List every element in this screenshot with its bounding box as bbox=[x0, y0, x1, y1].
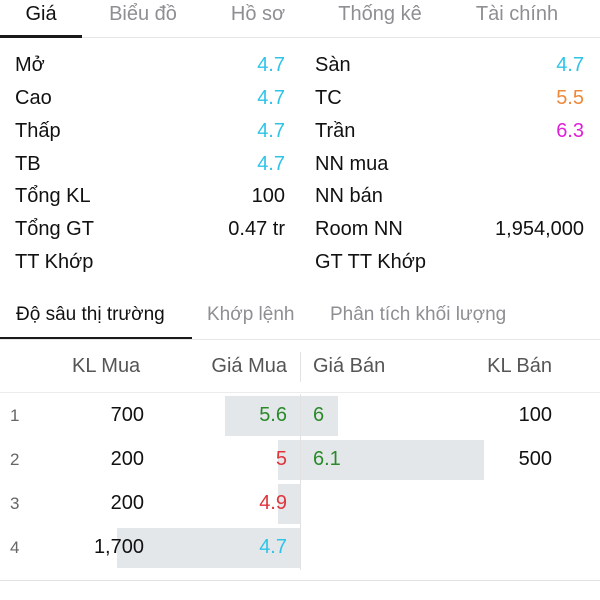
orderbook-row[interactable] bbox=[0, 482, 600, 526]
info-row-gt-tt-khop bbox=[300, 251, 600, 279]
info-value: 5.5 bbox=[556, 87, 584, 109]
info-row-mo bbox=[0, 54, 300, 82]
info-value: 4.7 bbox=[257, 54, 285, 76]
info-label: TC bbox=[315, 87, 342, 109]
orderbook-row[interactable] bbox=[0, 438, 600, 482]
header-kl-mua: KL Mua bbox=[72, 355, 141, 377]
ask-price[interactable]: 6.1 bbox=[313, 448, 341, 470]
info-label: Room NN bbox=[315, 218, 403, 240]
info-row-tc bbox=[300, 87, 600, 115]
info-row-san bbox=[300, 54, 600, 82]
tab-do-sau-thi-truong[interactable]: Độ sâu thị trường bbox=[16, 304, 165, 325]
info-label: TB bbox=[15, 153, 41, 175]
info-row-tt-khop bbox=[0, 251, 300, 279]
info-label: Tổng KL bbox=[15, 185, 91, 207]
info-row-nn-ban bbox=[300, 185, 600, 213]
info-value: 4.7 bbox=[556, 54, 584, 76]
info-label: Cao bbox=[15, 87, 52, 109]
info-value: 4.7 bbox=[257, 153, 285, 175]
info-value: 4.7 bbox=[257, 87, 285, 109]
info-label: Trần bbox=[315, 120, 356, 142]
active-tab-indicator bbox=[0, 35, 82, 38]
header-kl-ban: KL Bán bbox=[487, 355, 552, 377]
bid-volume: 700 bbox=[110, 404, 144, 426]
row-index: 2 bbox=[10, 450, 20, 469]
tab-ho-so[interactable]: Hồ sơ bbox=[230, 3, 286, 25]
info-row-tb bbox=[0, 153, 300, 181]
info-label: Sàn bbox=[315, 54, 351, 76]
info-label: Mở bbox=[15, 54, 45, 76]
info-row-tran bbox=[300, 120, 600, 148]
ask-price[interactable]: 6 bbox=[313, 404, 325, 426]
market-subtab-bar bbox=[0, 290, 600, 340]
info-value: 1,954,000 bbox=[495, 218, 584, 240]
info-label: Tổng GT bbox=[15, 218, 94, 240]
orderbook-row[interactable] bbox=[0, 394, 600, 438]
tab-tai-chinh[interactable]: Tài chính bbox=[475, 3, 559, 25]
info-value: 6.3 bbox=[556, 120, 584, 142]
info-row-tong-kl bbox=[0, 185, 300, 213]
bid-volume: 200 bbox=[110, 492, 144, 514]
bid-price[interactable]: 4.7 bbox=[259, 536, 287, 558]
info-label: NN mua bbox=[315, 153, 389, 175]
info-row-tong-gt bbox=[0, 218, 300, 246]
info-value: 100 bbox=[251, 185, 285, 207]
info-row-thap bbox=[0, 120, 300, 148]
bid-volume: 1,700 bbox=[93, 536, 144, 558]
tab-gia[interactable]: Giá bbox=[25, 3, 57, 25]
row-index: 3 bbox=[10, 494, 20, 513]
info-value: 4.7 bbox=[257, 120, 285, 142]
bid-price[interactable]: 5 bbox=[275, 448, 287, 470]
info-value: 0.47 tr bbox=[228, 218, 285, 240]
tab-phan-tich-khoi-luong[interactable]: Phân tích khối lượng bbox=[330, 304, 507, 325]
ask-volume: 100 bbox=[518, 404, 552, 426]
orderbook-row[interactable] bbox=[0, 526, 600, 570]
info-row-room-nn bbox=[300, 218, 600, 246]
row-index: 4 bbox=[10, 538, 20, 557]
info-label: TT Khớp bbox=[15, 251, 94, 273]
bottom-divider bbox=[0, 580, 600, 581]
bid-price[interactable]: 5.6 bbox=[259, 404, 287, 426]
top-tab-bar bbox=[0, 0, 600, 38]
tab-thong-ke[interactable]: Thống kê bbox=[338, 3, 422, 25]
tab-khop-lenh[interactable]: Khớp lệnh bbox=[207, 304, 295, 325]
tab-bieu-do[interactable]: Biểu đồ bbox=[109, 3, 177, 25]
header-gia-ban: Giá Bán bbox=[313, 355, 386, 377]
bid-volume: 200 bbox=[110, 448, 144, 470]
bid-price[interactable]: 4.9 bbox=[259, 492, 287, 514]
header-gia-mua: Giá Mua bbox=[211, 355, 287, 377]
info-row-cao bbox=[0, 87, 300, 115]
info-label: NN bán bbox=[315, 185, 383, 207]
info-row-nn-mua bbox=[300, 153, 600, 181]
row-index: 1 bbox=[10, 406, 20, 425]
info-label: Thấp bbox=[15, 120, 61, 142]
header-divider bbox=[300, 352, 301, 382]
active-subtab-indicator bbox=[0, 337, 192, 339]
info-label: GT TT Khớp bbox=[315, 251, 426, 273]
ask-volume: 500 bbox=[518, 448, 552, 470]
